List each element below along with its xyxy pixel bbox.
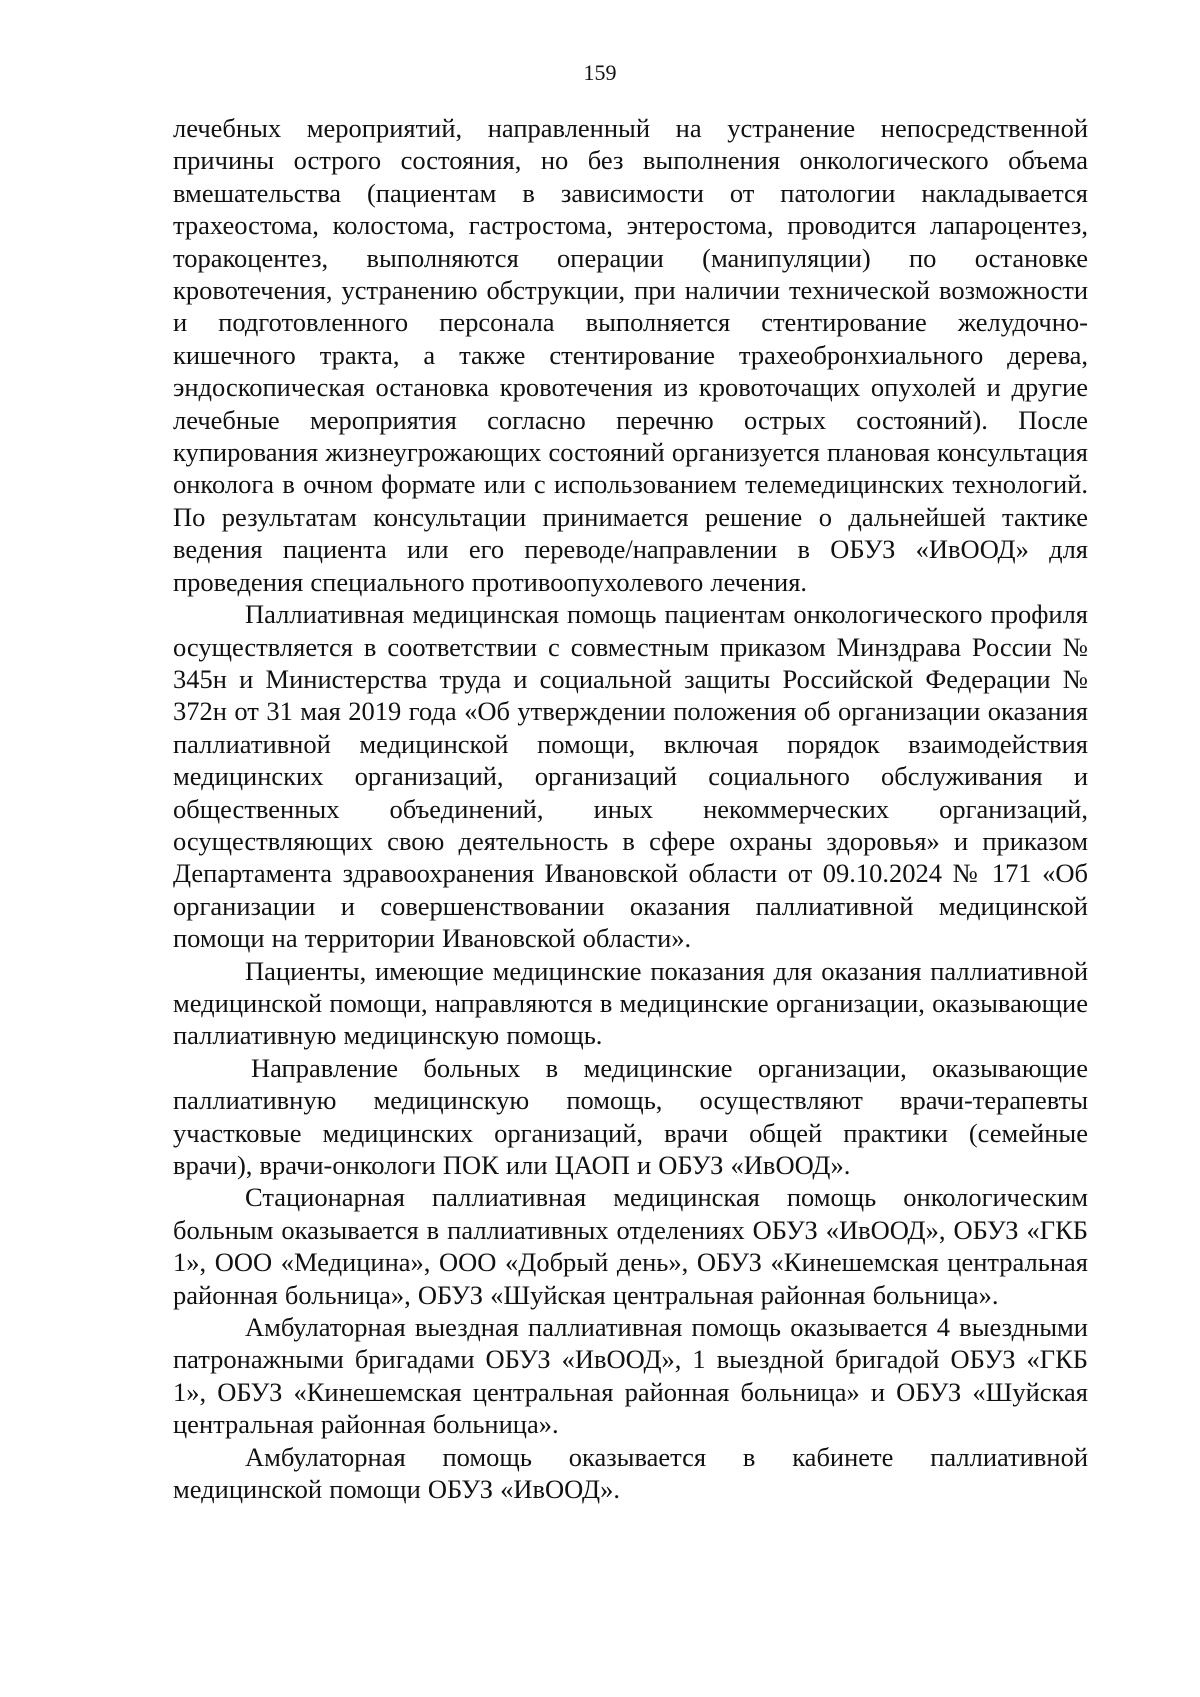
paragraph-outpatient-care: Амбулаторная помощь оказывается в кабинете паллиативной медицинской помощи ОБУЗ «ИвООД». xyxy=(173,1441,1088,1505)
paragraph-mobile-care: Амбулаторная выездная паллиативная помощь оказывается 4 выездными патронажными бригадами ОБУЗ «ИвООД», 1 выездной бригадой ОБУЗ «ГКБ 1», ОБУЗ «Кинешемская центральная районная больница» и ОБУЗ «Шуйская центральная районная больница». xyxy=(173,1312,1088,1440)
paragraph-patient-referral: Пациенты, имеющие медицинские показания для оказания паллиативной медицинской помощи, направляются в медицинские организации, оказывающие паллиативную медицинскую помощь. xyxy=(173,955,1088,1051)
page-number: 159 xyxy=(583,60,617,85)
paragraph-palliative-care-basis: Паллиативная медицинская помощь пациентам онкологического профиля осуществляется в соответствии с совместным приказом Минздрава России № 345н и Министерства труда и социальной защиты Российской Федерации № 372н от 31 мая 2019 года «Об утверждении положения об организации оказания паллиативной медицинской помощи, включая порядок взаимодействия медицинских организаций, организаций социального обслуживания и общественных объединений, иных некоммерческих организаций, осуществляющих свою деятельность в сфере охраны здоровья» и приказом Департамента здравоохранения Ивановской области от 09.10.2024 № 171 «Об организации и совершенствовании оказания паллиативной медицинской помощи на территории Ивановской области». xyxy=(173,599,1088,954)
document-body xyxy=(173,112,1088,1505)
paragraph-continuation: лечебных мероприятий, направленный на устранение непосредственной причины острого состояния, но без выполнения онкологического объема вмешательства (пациентам в зависимости от патологии накладывается трахеостома, колостома, гастростома, энтеростома, проводится лапароцентез, торакоцентез, выполняются операции (манипуляции) по остановке кровотечения, устранению обструкции, при наличии технической возможности и подготовленного персонала выполняется стентирование желудочно-кишечного тракта, а также стентирование трахеобронхиального дерева, эндоскопическая остановка кровотечения из кровоточащих опухолей и другие лечебные мероприятия согласно перечню острых состояний). После купирования жизнеугрожающих состояний организуется плановая консультация онколога в очном формате или с использованием телемедицинских технологий. По результатам консультации принимается решение о дальнейшей тактике ведения пациента или его переводе/направлении в ОБУЗ «ИвООД» для проведения специального противоопухолевого лечения. xyxy=(173,113,1088,597)
paragraph-inpatient-care: Стационарная паллиативная медицинская помощь онкологическим больным оказывается в паллиативных отделениях ОБУЗ «ИвООД», ОБУЗ «ГКБ 1», ООО «Медицина», ООО «Добрый день», ОБУЗ «Кинешемская центральная районная больница», ОБУЗ «Шуйская центральная районная больница». xyxy=(173,1182,1088,1310)
paragraph-referral-doctors: Направление больных в медицинские организации, оказывающие паллиативную медицинскую помощь, осуществляют врачи-терапевты участковые медицинских организаций, врачи общей практики (семейные врачи), врачи-онкологи ПОК или ЦАОП и ОБУЗ «ИвООД». xyxy=(173,1052,1088,1180)
